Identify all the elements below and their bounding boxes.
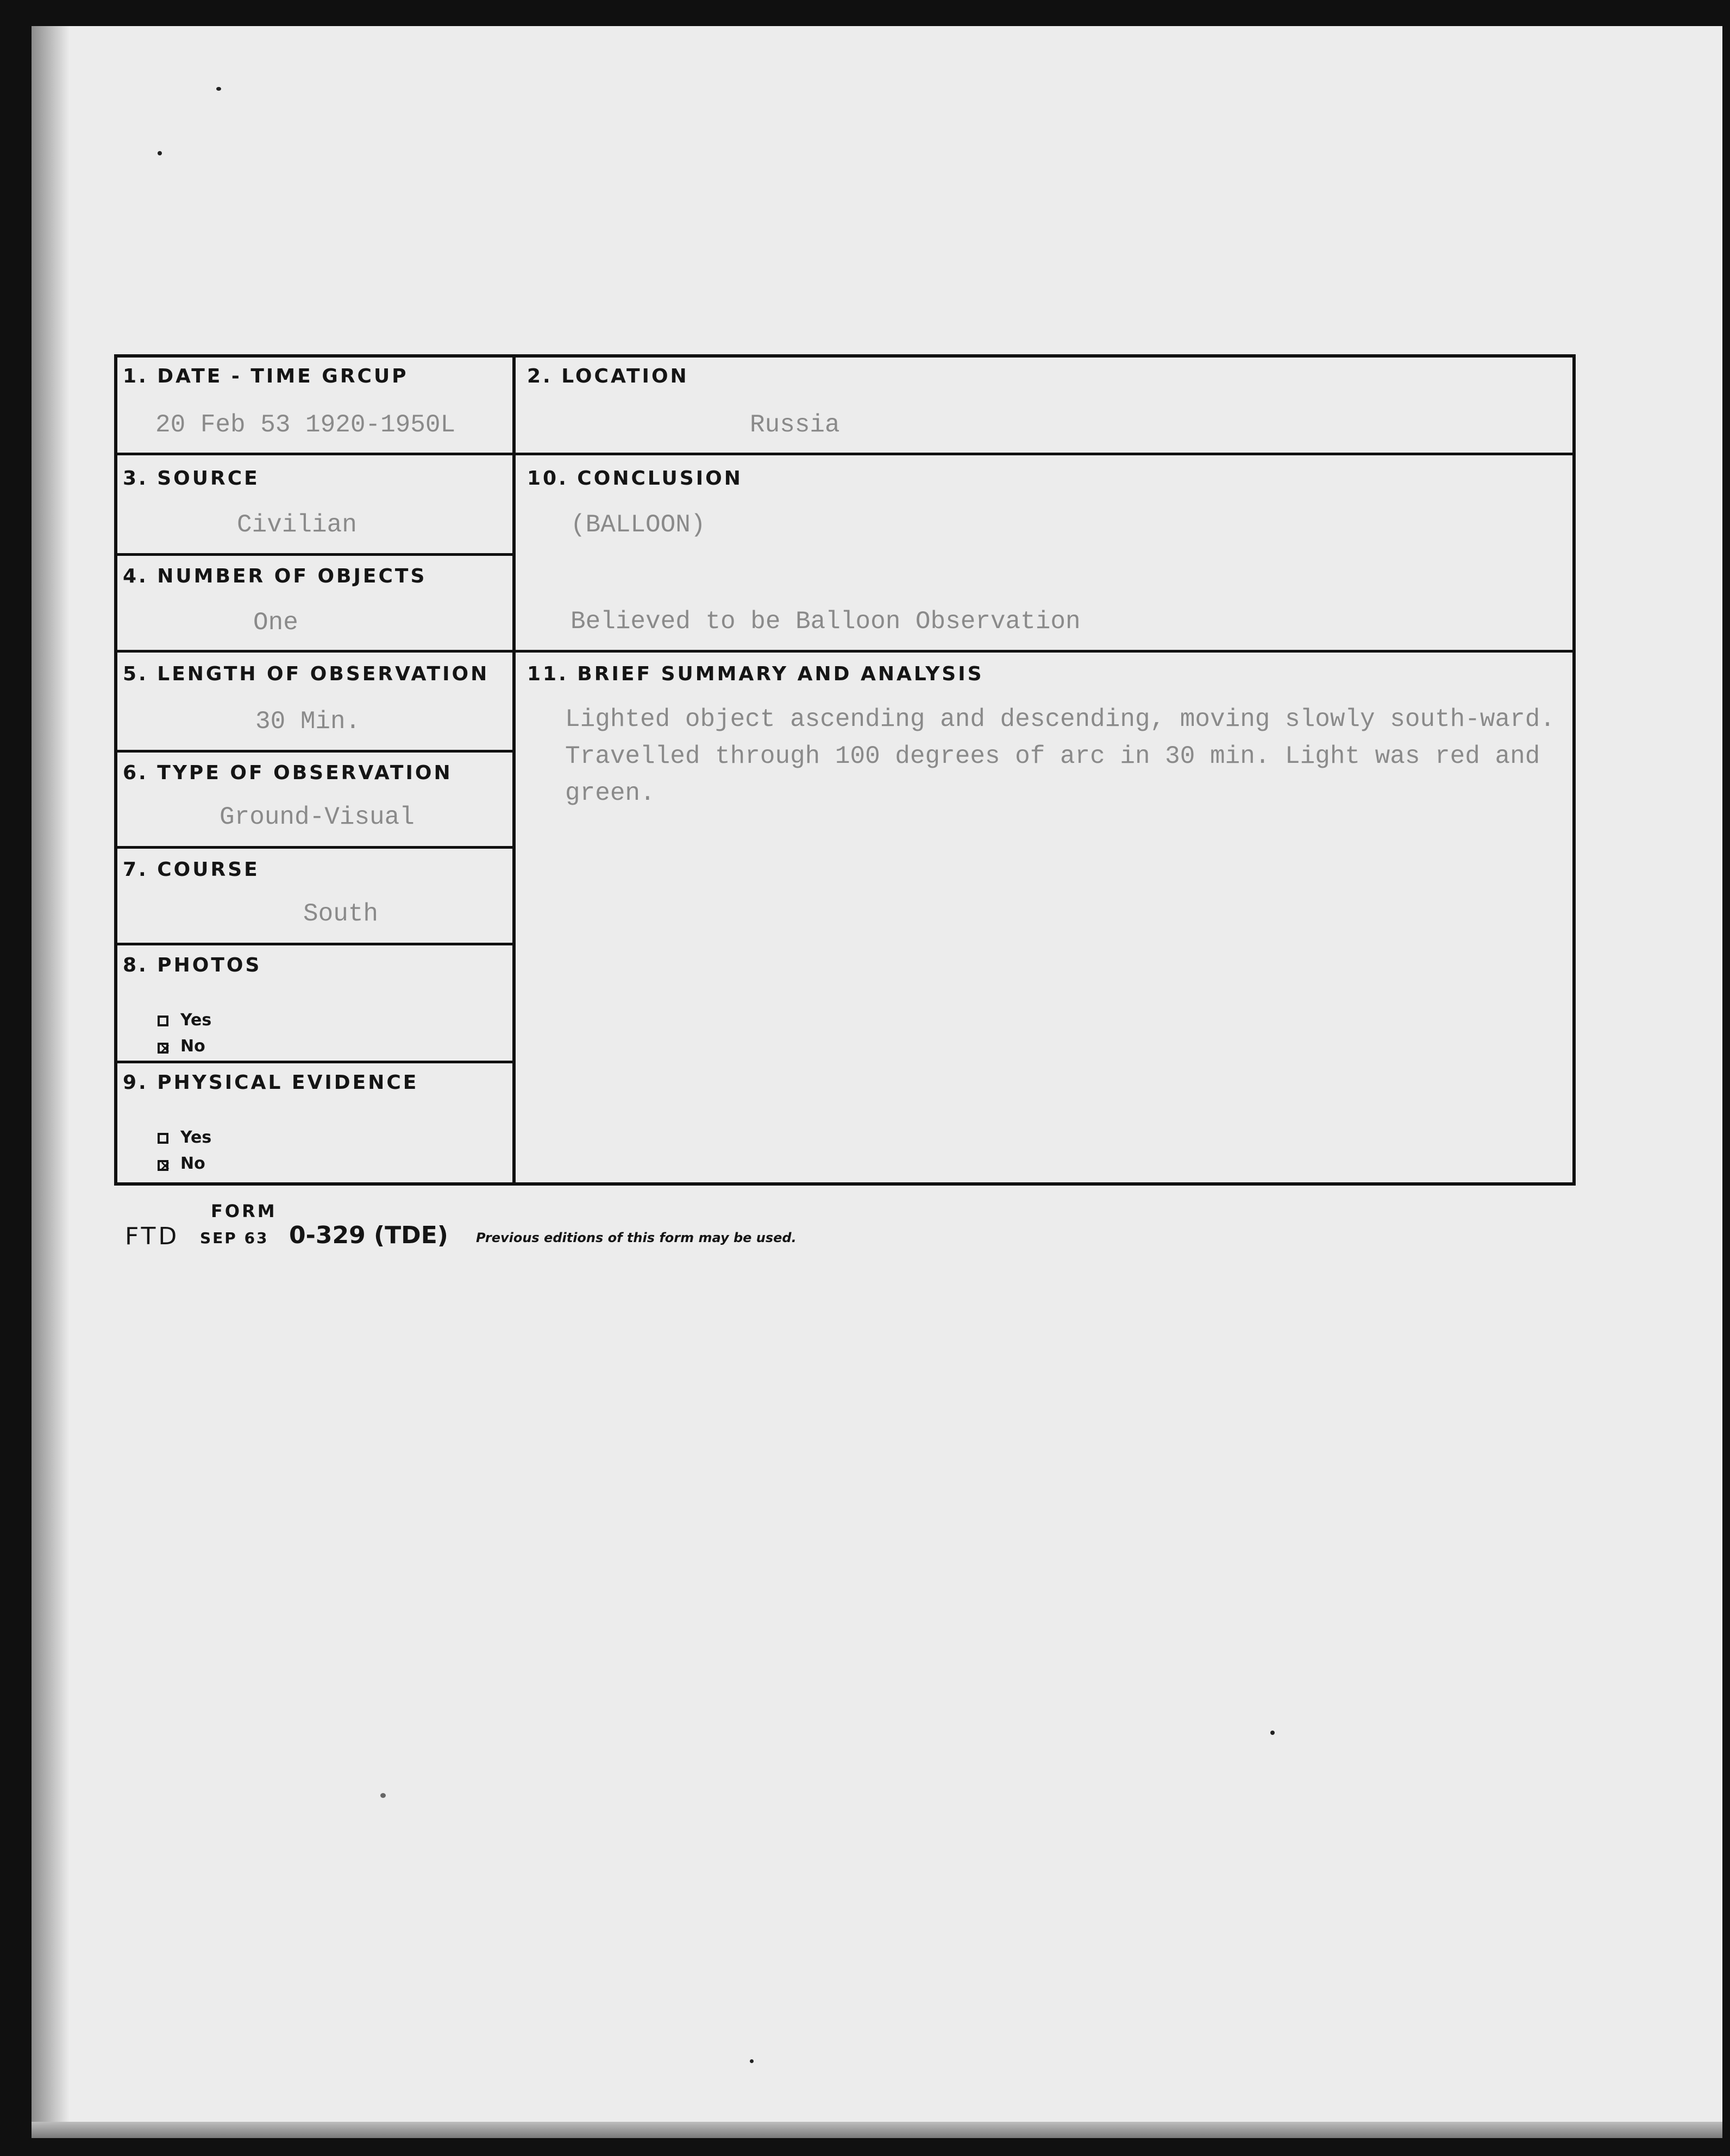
summary-label: 11. BRIEF SUMMARY AND ANALYSIS — [527, 663, 984, 685]
row-divider — [114, 453, 1576, 455]
location-label: 2. LOCATION — [527, 365, 689, 387]
summary-text: Lighted object ascending and descending, moving slowly south-ward. Travelled through 100 degrees of arc in 30 min. Light was red and green. — [565, 705, 1555, 807]
length-of-observation-label: 5. LENGTH OF OBSERVATION — [123, 663, 490, 685]
footer-date-code: SEP 63 — [200, 1229, 269, 1247]
footer-ftd: FTD — [125, 1223, 180, 1250]
page-edge-shadow — [32, 26, 70, 2129]
row-divider — [114, 846, 515, 849]
speck — [1270, 1731, 1275, 1735]
type-of-observation-value: Ground-Visual — [220, 803, 415, 831]
date-time-label: 1. DATE - TIME GRCUP — [123, 365, 409, 387]
footer-form-word: FORM — [211, 1201, 277, 1221]
conclusion-category: (BALLOON) — [571, 511, 706, 539]
evidence-no-checkbox-checked: × — [158, 1160, 168, 1171]
length-of-observation-value: 30 Min. — [255, 707, 361, 736]
row-divider — [114, 553, 515, 556]
photos-no-checkbox-checked: × — [158, 1043, 168, 1054]
row-divider — [114, 650, 1576, 653]
date-time-value: 20 Feb 53 1920-1950L — [155, 411, 456, 439]
row-divider — [114, 750, 515, 753]
photos-yes-option: Yes — [158, 1011, 211, 1030]
number-of-objects-value: One — [253, 609, 298, 637]
page-bottom-shadow — [32, 2122, 1722, 2138]
conclusion-text: Believed to be Balloon Observation — [571, 607, 1081, 636]
row-divider — [114, 943, 515, 945]
source-label: 3. SOURCE — [123, 467, 260, 490]
speck — [750, 2059, 754, 2063]
photos-yes-checkbox — [158, 1016, 168, 1026]
photos-no-option: × No — [158, 1037, 205, 1056]
type-of-observation-label: 6. TYPE OF OBSERVATION — [123, 762, 453, 784]
evidence-no-option: × No — [158, 1154, 205, 1173]
speck — [158, 151, 162, 155]
footer-note: Previous editions of this form may be used. — [476, 1230, 797, 1245]
evidence-yes-checkbox — [158, 1133, 168, 1144]
number-of-objects-label: 4. NUMBER OF OBJECTS — [123, 565, 427, 587]
course-value: South — [303, 900, 379, 928]
footer-form-number: 0-329 (TDE) — [289, 1221, 448, 1249]
evidence-yes-option: Yes — [158, 1128, 211, 1147]
speck — [216, 87, 221, 91]
course-label: 7. COURSE — [123, 858, 260, 881]
row-divider — [114, 1061, 515, 1063]
location-value: Russia — [750, 411, 840, 439]
source-value: Civilian — [237, 511, 357, 539]
photos-label: 8. PHOTOS — [123, 954, 262, 976]
conclusion-label: 10. CONCLUSION — [527, 467, 743, 490]
physical-evidence-label: 9. PHYSICAL EVIDENCE — [123, 1071, 419, 1094]
speck — [380, 1793, 386, 1798]
